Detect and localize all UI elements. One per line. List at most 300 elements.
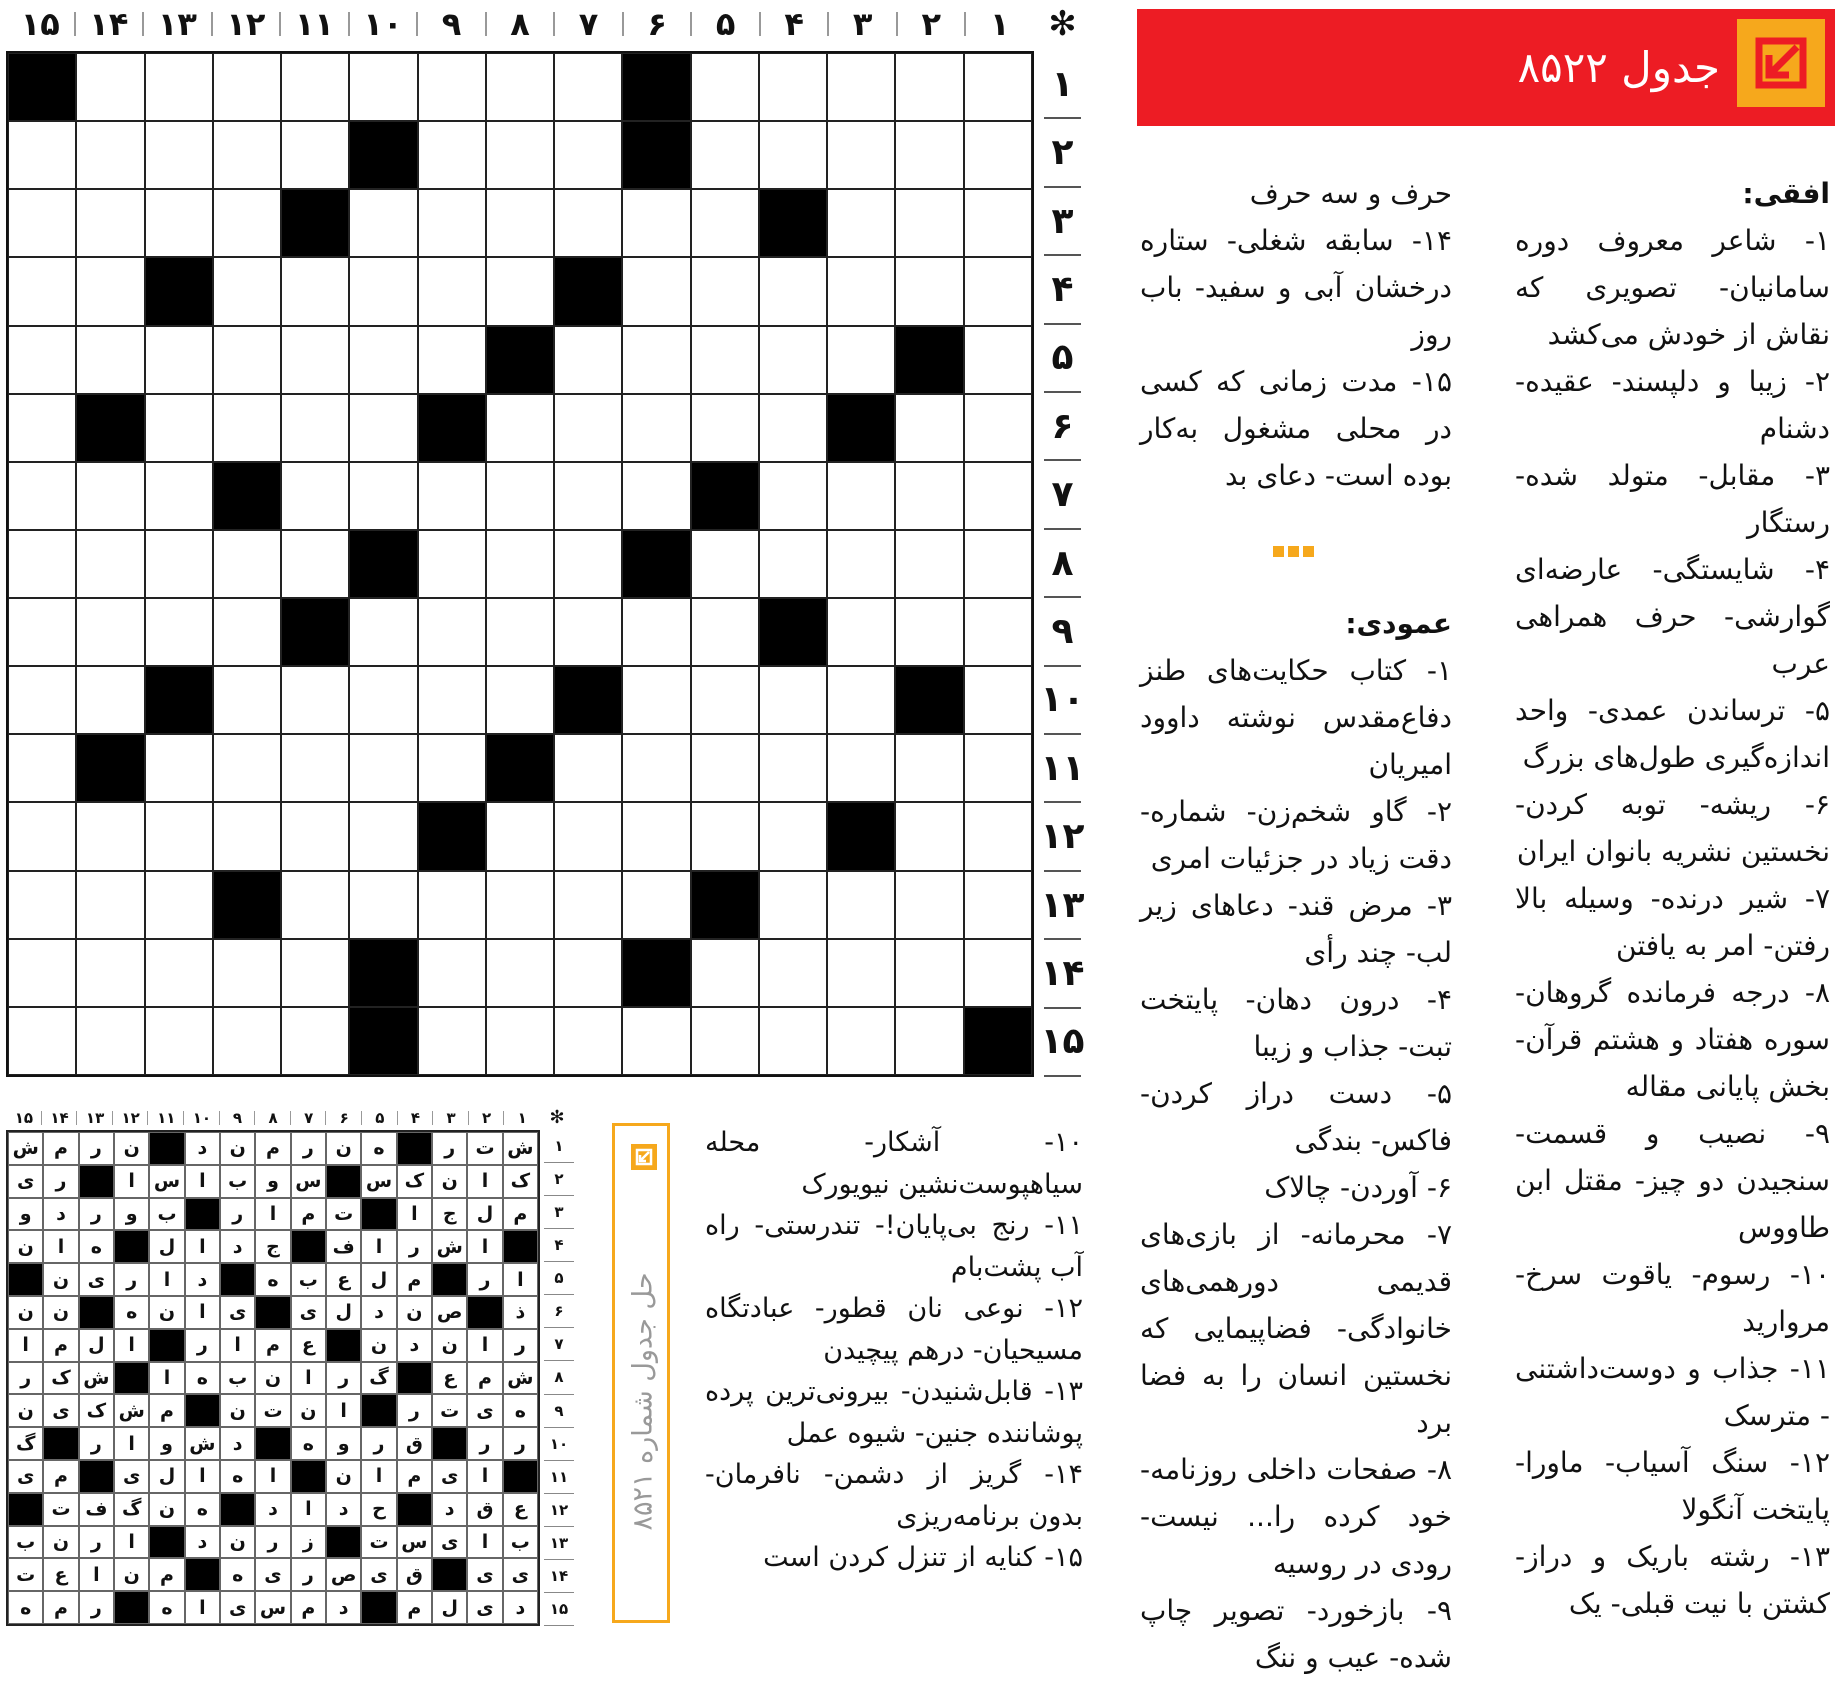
grid-cell[interactable]: [76, 121, 144, 189]
grid-cell[interactable]: [691, 121, 759, 189]
grid-cell[interactable]: [349, 394, 417, 462]
solution-letter: س: [397, 1526, 432, 1559]
grid-cell[interactable]: [691, 530, 759, 598]
grid-cell[interactable]: [759, 257, 827, 325]
solution-letter: ا: [114, 1427, 149, 1460]
clue: ۲- گاو شخم‌زن- شماره- دقت زیاد در جزئیات امری: [1140, 795, 1452, 875]
solution-letter: ا: [467, 1165, 502, 1198]
solution-letter: د: [361, 1296, 396, 1329]
solution-letter: ا: [185, 1591, 220, 1624]
grid-cell[interactable]: [418, 666, 486, 734]
grid-cell[interactable]: [759, 666, 827, 734]
grid-cell[interactable]: [486, 394, 554, 462]
row-number: ۱۰: [544, 1428, 574, 1461]
row-number: ۱۵: [544, 1593, 574, 1626]
grid-cell[interactable]: [349, 462, 417, 530]
grid-cell[interactable]: [691, 1007, 759, 1075]
grid-cell[interactable]: [691, 802, 759, 870]
grid-cell[interactable]: [76, 598, 144, 666]
grid-cell[interactable]: [281, 666, 349, 734]
crossword-grid[interactable]: [6, 51, 1034, 1077]
grid-cell[interactable]: [418, 257, 486, 325]
grid-cell[interactable]: [622, 666, 690, 734]
grid-cell[interactable]: [827, 666, 895, 734]
grid-cell[interactable]: [895, 1007, 963, 1075]
grid-cell[interactable]: [622, 257, 690, 325]
solution-letter: ج: [432, 1198, 467, 1231]
grid-cell[interactable]: [145, 462, 213, 530]
grid-cell[interactable]: [349, 734, 417, 802]
grid-cell[interactable]: [76, 53, 144, 121]
grid-cell[interactable]: [895, 871, 963, 939]
column-number: ۱: [965, 2, 1034, 46]
solution-column-header: [6, 1106, 540, 1130]
grid-cell[interactable]: [281, 871, 349, 939]
solution-letter: م: [149, 1394, 184, 1427]
grid-cell[interactable]: [827, 939, 895, 1007]
solution-letter: ت: [326, 1198, 361, 1231]
grid-cell[interactable]: [213, 734, 281, 802]
grid-cell[interactable]: [486, 939, 554, 1007]
grid-cell[interactable]: [486, 802, 554, 870]
grid-cell[interactable]: [486, 1007, 554, 1075]
grid-cell[interactable]: [8, 462, 76, 530]
grid-cell[interactable]: [76, 530, 144, 598]
grid-cell[interactable]: [486, 189, 554, 257]
grid-cell[interactable]: [554, 189, 622, 257]
grid-cell[interactable]: [964, 939, 1032, 1007]
black-cell: [759, 598, 827, 666]
grid-cell[interactable]: [418, 871, 486, 939]
grid-cell[interactable]: [213, 666, 281, 734]
grid-cell[interactable]: [554, 802, 622, 870]
grid-cell[interactable]: [145, 598, 213, 666]
clue: ۳- مقابل- متولد شده- رستگار: [1515, 459, 1830, 539]
grid-cell[interactable]: [145, 530, 213, 598]
solution-letter: ک: [79, 1394, 114, 1427]
grid-cell[interactable]: [418, 734, 486, 802]
grid-cell[interactable]: [895, 394, 963, 462]
grid-cell[interactable]: [964, 257, 1032, 325]
grid-cell[interactable]: [145, 734, 213, 802]
grid-cell[interactable]: [827, 462, 895, 530]
grid-cell[interactable]: [145, 939, 213, 1007]
grid-cell[interactable]: [8, 257, 76, 325]
solution-letter: ه: [79, 1230, 114, 1263]
grid-cell[interactable]: [213, 598, 281, 666]
grid-cell[interactable]: [8, 598, 76, 666]
grid-cell[interactable]: [964, 189, 1032, 257]
grid-cell[interactable]: [759, 1007, 827, 1075]
solution-letter: ن: [326, 1460, 361, 1493]
solution-letter: ه: [114, 1296, 149, 1329]
solution-letter: ب: [291, 1263, 326, 1296]
grid-cell[interactable]: [827, 871, 895, 939]
grid-cell[interactable]: [759, 462, 827, 530]
grid-cell[interactable]: [964, 530, 1032, 598]
solution-letter: ن: [43, 1296, 78, 1329]
grid-cell[interactable]: [8, 394, 76, 462]
solution-letter: ر: [79, 1198, 114, 1231]
grid-cell[interactable]: [281, 939, 349, 1007]
grid-cell[interactable]: [554, 939, 622, 1007]
grid-cell[interactable]: [418, 189, 486, 257]
grid-cell[interactable]: [895, 802, 963, 870]
grid-cell[interactable]: [8, 939, 76, 1007]
grid-cell[interactable]: [281, 121, 349, 189]
column-number: ۸: [255, 1106, 291, 1130]
grid-cell[interactable]: [691, 394, 759, 462]
grid-cell[interactable]: [622, 462, 690, 530]
solution-letter: ر: [432, 1132, 467, 1165]
grid-cell[interactable]: [964, 462, 1032, 530]
grid-cell[interactable]: [486, 871, 554, 939]
solution-letter: ا: [43, 1230, 78, 1263]
grid-cell[interactable]: [622, 734, 690, 802]
grid-cell[interactable]: [145, 394, 213, 462]
solution-letter: د: [326, 1591, 361, 1624]
row-number: ۲: [1044, 119, 1081, 187]
solution-letter: ی: [467, 1558, 502, 1591]
grid-cell[interactable]: [554, 530, 622, 598]
grid-cell[interactable]: [418, 530, 486, 598]
grid-cell[interactable]: [349, 598, 417, 666]
column-number: ۷: [291, 1106, 327, 1130]
grid-cell[interactable]: [8, 189, 76, 257]
solution-letter: ت: [432, 1394, 467, 1427]
column-number: ۱۳: [77, 1106, 113, 1130]
grid-cell[interactable]: [418, 121, 486, 189]
column-number: ۱: [504, 1106, 540, 1130]
solution-letter: و: [255, 1165, 290, 1198]
grid-cell[interactable]: [964, 53, 1032, 121]
grid-cell[interactable]: [964, 598, 1032, 666]
grid-cell[interactable]: [895, 734, 963, 802]
black-cell: [326, 1165, 361, 1198]
grid-cell[interactable]: [281, 802, 349, 870]
grid-cell[interactable]: [213, 189, 281, 257]
solution-letter: ی: [114, 1460, 149, 1493]
clue: ۵- دست دراز کردن- فاکس- بندگی: [1140, 1077, 1452, 1157]
solution-letter: ر: [114, 1263, 149, 1296]
solution-letter: ش: [503, 1132, 538, 1165]
grid-cell[interactable]: [759, 121, 827, 189]
grid-cell[interactable]: [76, 871, 144, 939]
grid-cell[interactable]: [759, 734, 827, 802]
grid-cell[interactable]: [691, 598, 759, 666]
column-number: ۸: [486, 2, 555, 46]
row-number: ۷: [544, 1328, 574, 1361]
grid-cell[interactable]: [349, 53, 417, 121]
black-cell: [503, 1230, 538, 1263]
grid-cell[interactable]: [213, 802, 281, 870]
grid-cell[interactable]: [349, 257, 417, 325]
solution-letter: ه: [255, 1263, 290, 1296]
grid-cell[interactable]: [145, 802, 213, 870]
grid-cell[interactable]: [554, 598, 622, 666]
grid-cell[interactable]: [895, 939, 963, 1007]
row-number: ۱۲: [1044, 803, 1081, 871]
column-number: ۱۲: [212, 2, 281, 46]
grid-cell[interactable]: [349, 326, 417, 394]
grid-cell[interactable]: [827, 530, 895, 598]
grid-cell[interactable]: [486, 666, 554, 734]
grid-cell[interactable]: [418, 1007, 486, 1075]
grid-cell[interactable]: [145, 189, 213, 257]
solution-letter: ب: [220, 1165, 255, 1198]
grid-cell[interactable]: [827, 121, 895, 189]
grid-cell[interactable]: [8, 802, 76, 870]
grid-cell[interactable]: [827, 189, 895, 257]
solution-letter: ش: [185, 1427, 220, 1460]
solution-letter: ن: [326, 1132, 361, 1165]
grid-cell[interactable]: [349, 189, 417, 257]
grid-cell[interactable]: [759, 939, 827, 1007]
grid-cell[interactable]: [759, 802, 827, 870]
grid-cell[interactable]: [76, 257, 144, 325]
black-cell: [554, 257, 622, 325]
column-number: ۲: [897, 2, 966, 46]
grid-cell[interactable]: [281, 462, 349, 530]
grid-cell[interactable]: [691, 53, 759, 121]
solution-letter: ل: [79, 1329, 114, 1362]
grid-cell[interactable]: [145, 326, 213, 394]
black-cell: [145, 257, 213, 325]
grid-cell[interactable]: [554, 871, 622, 939]
grid-cell[interactable]: [213, 394, 281, 462]
grid-cell[interactable]: [759, 394, 827, 462]
grid-cell[interactable]: [554, 394, 622, 462]
grid-cell[interactable]: [418, 53, 486, 121]
grid-cell[interactable]: [281, 1007, 349, 1075]
solution-letter: ق: [397, 1427, 432, 1460]
black-cell: [326, 1329, 361, 1362]
grid-cell[interactable]: [8, 734, 76, 802]
grid-cell[interactable]: [964, 871, 1032, 939]
black-cell: [361, 1198, 396, 1231]
grid-cell[interactable]: [827, 257, 895, 325]
solution-letter: د: [185, 1526, 220, 1559]
grid-cell[interactable]: [691, 939, 759, 1007]
grid-cell[interactable]: [554, 121, 622, 189]
grid-cell[interactable]: [213, 939, 281, 1007]
grid-cell[interactable]: [76, 666, 144, 734]
grid-cell[interactable]: [691, 189, 759, 257]
solution-letter: ک: [43, 1362, 78, 1395]
clue: ۱۰- آشکار- محله سیاهپوست‌نشین نیویورک: [705, 1127, 1083, 1200]
grid-cell[interactable]: [622, 871, 690, 939]
grid-cell[interactable]: [827, 1007, 895, 1075]
grid-cell[interactable]: [964, 734, 1032, 802]
grid-cell[interactable]: [213, 121, 281, 189]
solution-letter: ش: [503, 1362, 538, 1395]
solution-letter: ه: [361, 1132, 396, 1165]
grid-cell[interactable]: [759, 871, 827, 939]
grid-cell[interactable]: [213, 530, 281, 598]
grid-cell[interactable]: [895, 462, 963, 530]
grid-cell[interactable]: [281, 394, 349, 462]
solution-letter: ا: [149, 1362, 184, 1395]
grid-cell[interactable]: [486, 530, 554, 598]
clue: ۱۳- رشته باریک و دراز- کشتن با نیت قبلی- یک: [1515, 1540, 1830, 1620]
grid-cell[interactable]: [281, 326, 349, 394]
black-cell: [79, 1296, 114, 1329]
black-cell: [8, 1263, 43, 1296]
solution-letter: ر: [326, 1362, 361, 1395]
grid-cell[interactable]: [213, 257, 281, 325]
solution-letter: ک: [503, 1165, 538, 1198]
grid-cell[interactable]: [76, 1007, 144, 1075]
solution-letter: ی: [467, 1394, 502, 1427]
grid-cell[interactable]: [281, 530, 349, 598]
grid-cell[interactable]: [554, 326, 622, 394]
column-number: ۶: [326, 1106, 362, 1130]
solution-letter: ب: [503, 1526, 538, 1559]
solution-letter: و: [114, 1198, 149, 1231]
black-cell: [503, 1460, 538, 1493]
grid-cell[interactable]: [622, 326, 690, 394]
grid-cell[interactable]: [964, 121, 1032, 189]
black-cell: [114, 1230, 149, 1263]
solution-letter: ر: [79, 1591, 114, 1624]
grid-cell[interactable]: [76, 802, 144, 870]
row-number: ۴: [1044, 256, 1081, 324]
grid-cell[interactable]: [8, 121, 76, 189]
grid-cell[interactable]: [964, 394, 1032, 462]
row-number: ۵: [1044, 325, 1081, 393]
solution-letter: ر: [503, 1329, 538, 1362]
solution-letter: ی: [432, 1526, 467, 1559]
grid-cell[interactable]: [486, 257, 554, 325]
clue: ۱۴- گریز از دشمن- نافرمان- بدون برنامه‌ریزی: [705, 1459, 1083, 1532]
grid-cell[interactable]: [145, 121, 213, 189]
grid-cell[interactable]: [213, 53, 281, 121]
solution-letter: ع: [432, 1362, 467, 1395]
column-number: ۱۳: [143, 2, 212, 46]
puzzle-title: جدول ۸۵۲۲: [1517, 43, 1720, 92]
grid-cell[interactable]: [554, 462, 622, 530]
black-cell: [8, 53, 76, 121]
grid-cell[interactable]: [418, 326, 486, 394]
grid-cell[interactable]: [76, 326, 144, 394]
grid-cell[interactable]: [486, 598, 554, 666]
grid-cell[interactable]: [349, 871, 417, 939]
grid-cell[interactable]: [554, 1007, 622, 1075]
grid-cell[interactable]: [895, 53, 963, 121]
grid-cell[interactable]: [349, 666, 417, 734]
grid-cell[interactable]: [827, 734, 895, 802]
black-cell: [418, 394, 486, 462]
column-number: ۳: [433, 1106, 469, 1130]
grid-cell[interactable]: [622, 189, 690, 257]
grid-cell[interactable]: [759, 326, 827, 394]
grid-cell[interactable]: [281, 734, 349, 802]
grid-cell[interactable]: [964, 666, 1032, 734]
grid-cell[interactable]: [145, 1007, 213, 1075]
grid-cell[interactable]: [964, 326, 1032, 394]
solution-letter: ا: [467, 1460, 502, 1493]
solution-letter: ن: [432, 1165, 467, 1198]
grid-cell[interactable]: [486, 53, 554, 121]
grid-cell[interactable]: [281, 257, 349, 325]
black-cell: [827, 394, 895, 462]
solution-letter: ن: [114, 1132, 149, 1165]
grid-cell[interactable]: [8, 666, 76, 734]
grid-cell[interactable]: [145, 871, 213, 939]
solution-letter: ن: [397, 1296, 432, 1329]
grid-cell[interactable]: [554, 734, 622, 802]
grid-cell[interactable]: [622, 598, 690, 666]
grid-cell[interactable]: [76, 939, 144, 1007]
grid-cell[interactable]: [691, 257, 759, 325]
grid-cell[interactable]: [895, 598, 963, 666]
grid-cell[interactable]: [691, 326, 759, 394]
grid-cell[interactable]: [145, 53, 213, 121]
row-number: ۶: [1044, 393, 1081, 461]
black-cell: [691, 462, 759, 530]
grid-cell[interactable]: [418, 462, 486, 530]
grid-cell[interactable]: [759, 53, 827, 121]
solution-letter: ی: [291, 1296, 326, 1329]
grid-cell[interactable]: [622, 802, 690, 870]
grid-cell[interactable]: [76, 189, 144, 257]
grid-cell[interactable]: [827, 326, 895, 394]
black-cell: [622, 53, 690, 121]
grid-cell[interactable]: [213, 326, 281, 394]
black-cell: [622, 939, 690, 1007]
black-cell: [291, 1460, 326, 1493]
solution-letter: س: [291, 1165, 326, 1198]
solution-letter: ی: [432, 1460, 467, 1493]
grid-cell[interactable]: [895, 121, 963, 189]
grid-cell[interactable]: [8, 326, 76, 394]
grid-cell[interactable]: [895, 189, 963, 257]
solution-letter: ع: [43, 1558, 78, 1591]
grid-cell[interactable]: [691, 666, 759, 734]
solution-letter: ت: [255, 1394, 290, 1427]
grid-cell[interactable]: [418, 939, 486, 1007]
grid-cell[interactable]: [486, 121, 554, 189]
grid-cell[interactable]: [281, 53, 349, 121]
grid-cell[interactable]: [691, 734, 759, 802]
solution-letter: ت: [8, 1558, 43, 1591]
grid-cell[interactable]: [8, 530, 76, 598]
grid-cell[interactable]: [418, 598, 486, 666]
grid-cell[interactable]: [759, 530, 827, 598]
solution-letter: ر: [255, 1526, 290, 1559]
grid-cell[interactable]: [827, 598, 895, 666]
grid-cell[interactable]: [76, 462, 144, 530]
grid-cell[interactable]: [622, 394, 690, 462]
down-clues: [1140, 600, 1452, 1681]
solution-letter: ر: [185, 1329, 220, 1362]
grid-cell[interactable]: [349, 802, 417, 870]
grid-cell[interactable]: [486, 462, 554, 530]
grid-cell[interactable]: [895, 530, 963, 598]
clue: ۷- شیر درنده- وسیله بالا رفتن- امر به یافتن: [1515, 882, 1830, 962]
grid-cell[interactable]: [8, 1007, 76, 1075]
grid-cell[interactable]: [554, 53, 622, 121]
grid-cell[interactable]: [622, 1007, 690, 1075]
grid-cell[interactable]: [213, 1007, 281, 1075]
solution-letter: ی: [361, 1558, 396, 1591]
black-cell: [145, 666, 213, 734]
row-number-header: [1040, 51, 1085, 1077]
grid-cell[interactable]: [8, 871, 76, 939]
grid-cell[interactable]: [827, 53, 895, 121]
grid-cell[interactable]: [895, 257, 963, 325]
grid-cell[interactable]: [964, 802, 1032, 870]
